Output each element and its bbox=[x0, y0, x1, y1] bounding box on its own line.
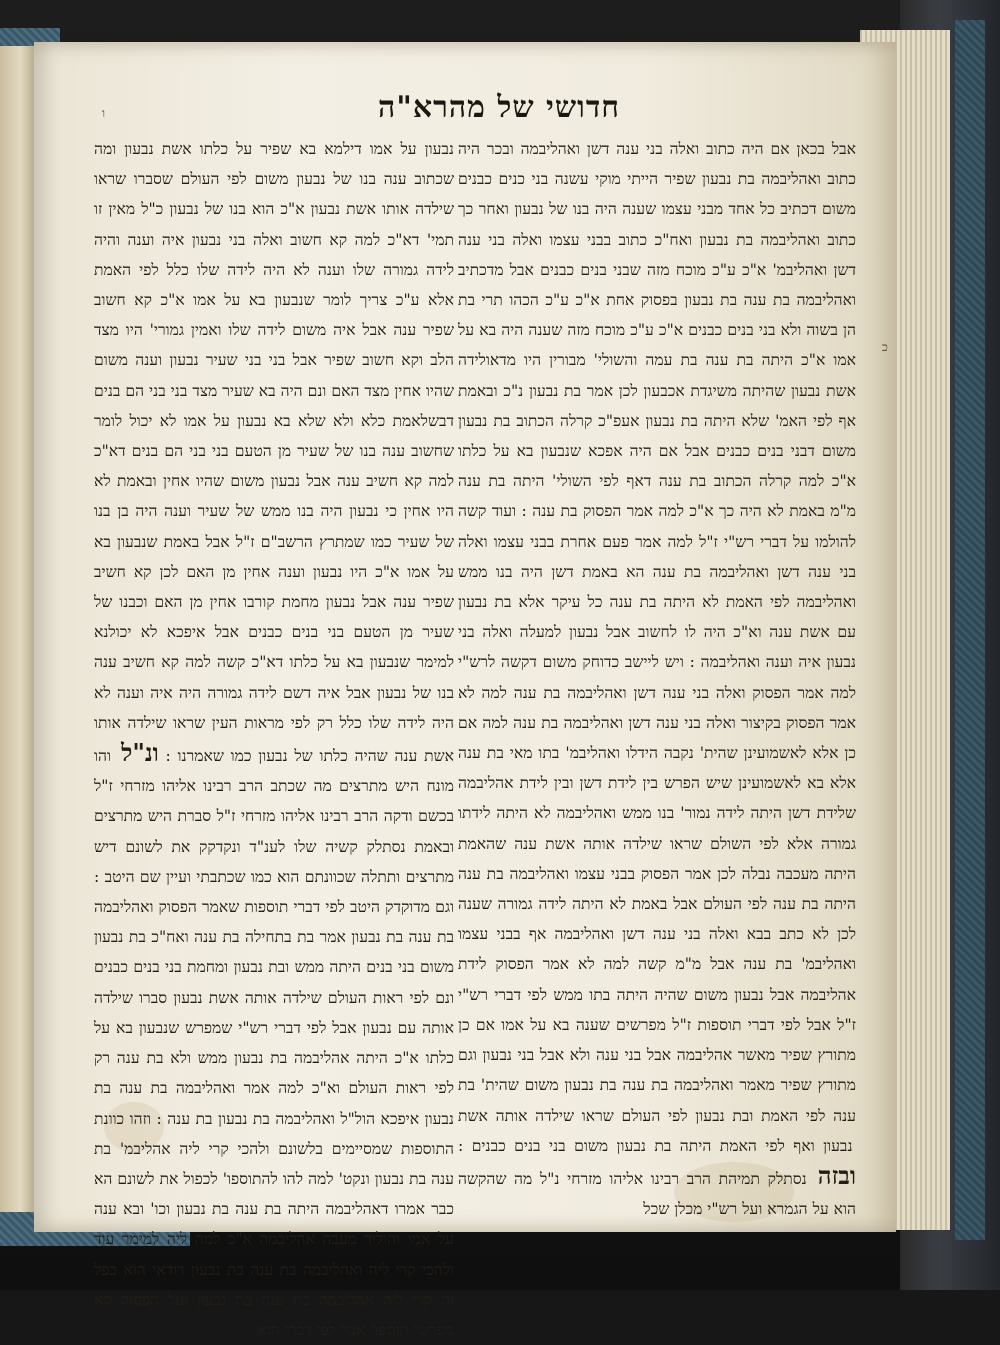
margin-mark-right: כ bbox=[882, 340, 888, 354]
text-column-left bbox=[94, 134, 454, 1339]
margin-mark-left: ו bbox=[102, 106, 106, 120]
paragraph: והו מונח היש מתרצים מה שכתב הרב רבינו אליהו מזרחי ז"ל בכשם ודקה הרב רבינו אליהו מזרחי ז"ל סברת היש מתרצים ובאמת נסתלק קשיה שלו לענ"ד ונקדקק את לשונם דיש מתרצים ותתלה שכוונתם הוא כמו שכתבתי ועיין שם היטב : וגם מדוקדק היטב לפי דברי תוספות שאמר הפסוק ואהליבמה בת ענה בת נבעון אמר בת בתחילה בת ענה ואח"כ בת נבעון משום בני בנים היתה ממש ובת נבעון ומחמת בני בנים כבנים ונם לפי ראות העולם שילדה אותה אשת נבעון סברו שילדה אותה עם נבעון אבל לפי דברי רש"י שמפרש שנבעון בא על כלתו א"כ היתה אהליבמה בת נבעון ממש ולא בת ענה רק לפי ראות העולם וא"כ למה אמר ואהליבמה בת ענה בת נבעון איפכא הול"ל ואהליבמה בת נבעון בת ענה : וזהו כוונת התוספות שמסיימים בלשונם ולהכי קרי ליה אהליבמ' בת ענה בת נבעון ונקט' למה להו להתוספו' לכפול את לשונם הא כבר אמרו דאהליבמה היתה בת ענה בת נבעון וכו' ובא ענה על אמו והוליד מעבה אהליבמה א"כ למה ליה למימר עוד ולהכי קרי ליה ואהליבמה בת ענה בת נבעון דודאי הוא כפל וה קרי ליה אהליבמה בת ענה בת נבעון ועל הפסוק קא מפרשי תוספו' אבל לפי דברי הוא bbox=[94, 747, 454, 1339]
facing-page-edge bbox=[0, 35, 34, 1245]
text-column-right bbox=[458, 134, 857, 1219]
page-title: חדושי של מהרא"ה bbox=[377, 90, 621, 125]
paragraph-lead-word: ונ"ל bbox=[110, 738, 159, 768]
paragraph: נבעון על אמו דילמא בא שפיר על כלתו אשת נבעון ומה שכתוב ענה בנו של נבעון משום לפי העולם שסברו שראו שילדה אותו אשת נבעון א"כ הוא בנו של נבעון כ"ל מאין זו תמי' דא"כ למה קא חשוב ואלה בני נבעון איה וענה והיה לידה גמורה שלו וענה לא היה לידה שלו כלל לפי האמת אלא ע"כ צריך לומר שנבעון בא על אמו א"כ קא חשוב שפיר ענה אבל איה משום לידה שלו ואמין גמורי' היו מצד הלב וקא חשוב שפיר אבל בני בני שעיר נבעון וענה משום שהיו אחין מצד האם ונם היה בא שעיר מצד בני בני הם בנים דבשלאמת כלא ולא שלא בא נבעון על אמו לא יכול לומר שחשוב ענה בנו של שעיר מן הטעם בני בני הם בנים דא"כ למה קא חשיב ענה אבל נבעון משום שהיו אחין ובאמת לא היו אחין כי נבעון היה בנו ממש של שעיר וענה היה בן בנו של שעיר כמו שמתרץ הרשב"ם ז"ל אבל באמת שנבעון בא על אמו א"כ היו נבעון וענה אחין מן האם לכן קא חשיב שפיר ענה אבל נבעון מחמת קורבו אחין מן האם וכבנו של שעיר מן הטעם בני בנים כבנים אבל איפכא לא יכולנא למימר שנבעון בא על כלתו דא"כ קשה למה קא חשיב ענה בנו של נבעון אבל איה דשם לידה גמורה היה איה וענה לא היה לידה שלו כלל רק לפי מראות העין שראו שילדה אותו אשת ענה שהיה כלתו של נבעון כמו שאמרנו : bbox=[94, 140, 454, 766]
paragraph: ועוד קשה להולמו על דברי רש"י ז"ל למה אמר פעם אחרת בבני עצמו ואלה בני ענה דשן ואהליבמה בת ענה הא באמת דשן היה בנו ממש ואהליבמה לפי האמת לא היתה בת ענה כל עיקר אלא בת נבעון עם אשת ענה וא"כ היה לו לחשוב אבל נבעון למעלה ואלה בני נבעון איה וענה ואהליבמה : ויש ליישב כדוחק משום דקשה לרש"י למה אמר הפסוק ואלה בני ענה דשן ואהליבמה בת ענה למה לא אמר הפסוק בקיצור ואלה בני ענה דשן ואהליבמה בת ענה למה אם כן אלא לאשמועינן שהית' נקבה הידלו ואהליבמ' בתו מאי בת ענה אלא בא לאשמועינן שיש הפרש בין לידת דשן ובין לידת אהליבמה שלידת דשן היתה לידה נמור' בנו ממש ואהליבמה לא היתה לידתו גמורה אלא לפי השולם שראו שילדה אותה אשת ענה שהאמת היתה מעכבה נבלה לכן אמר הפסוק בבני עצמו ואהליבמה בת ענה היתה בת ענה לפי העולם אבל באמת לא היתה לידה גמורה שענה לכן לא כתב בבא ואלה בני ענה דשן ואהליבמה אף בבני עצמו ואהליבמ' בת ענה אבל מ"מ קשה למה לא אמר הפסוק לידת אהליבמה אבל נבעון משום שהיה היתה בתו ממש לפי דברי רש"י ז"ל אבל לפי דברי תוספות ז"ל מפרשים שענה בא על אמו אם כן מתורץ שפיר מאשר אהליבמה אבל בני ענה ולא אבל בני נבעון וגם מתורץ שפיר מאמר ואהליבמה בת ענה בת נבעון משום שהית' בת ענה לפי האמת ובת נבעון לפי העולם שראו שילדה אותה אשת נבעון ואף לפי האמת היתה בת נבעון משום בני בנים כבנים : bbox=[458, 502, 856, 1155]
paragraph-lead-word: ובזה bbox=[806, 1160, 857, 1190]
cloth-binding-right bbox=[955, 20, 985, 1240]
paragraph: נסתלק תמיהת הרב רבינו אליהו מזרחי נ"ל מה שהקשה הוא על הגמרא ועל רש"י מכלן שכל bbox=[458, 1169, 856, 1219]
book-page bbox=[34, 42, 896, 1339]
paragraph: אבל בכאן אם היה כתוב ואלה בני ענה דשן ואהליבמה ובכר היה כתוב ואהליבמה בת נבעון שפיר הייתי מוקי עשנה בני כנים כבנים משום דכתיב כל אחד מבני עצמו שענה היה בנו של נבעון ואחר כך כתוב ואהליבמה בת נבעון ואח"כ כתוב בבני עצמו ואלה בני ענה דשן ואהליבמ' א"כ ע"כ מוכח מזה שבני בנים כבנים אבל מדכתיב ואהליבמה בת ענה בת נבעון בפסוק אחת א"כ ע"כ הכהו תרי בת הן בשוה ולא בני בנים כבנים א"כ ע"כ מוכח מזה שענה היה בא על אמו א"כ היתה בת ענה בת עמה והשולי' מבורין היו מדאולידה אשת נבעון שהיתה משיגדת אכבעון לכן אמר בת נבעון נ"כ ובאמת אף לפי האמ' שלא היתה בת נבעון אעפ"כ קרלה הכתוב בת נבעון משום דבני בנים כבנים אבל אם היה אפכא שנבעון בא על כלתו א"כ למה קרלה הכתוב בת ענה דאף לפי השולי' היתה בת ענה מ"מ באמת לא היה כך א"כ למה אמר הפסוק בת ענה : bbox=[458, 140, 857, 521]
